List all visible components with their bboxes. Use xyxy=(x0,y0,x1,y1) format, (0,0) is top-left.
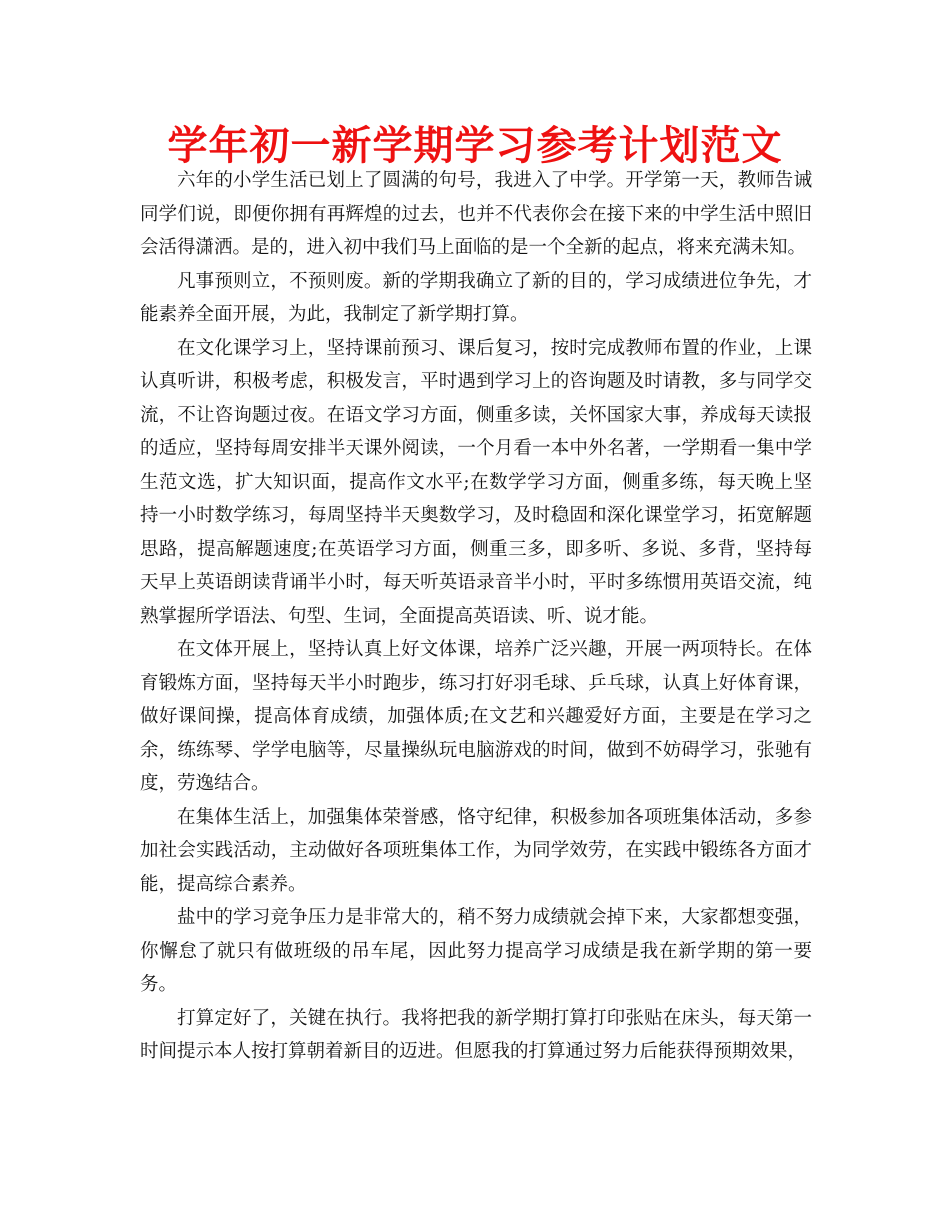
paragraph-6: 盐中的学习竞争压力是非常大的，稍不努力成绩就会掉下来，大家都想变强，你懈怠了就只有做班级的吊车尾，因此努力提高学习成绩是我在新学期的第一要务。 xyxy=(140,907,812,995)
paragraph-5: 在集体生活上，加强集体荣誉感，恪守纪律，积极参加各项班集体活动，多参加社会实践活动，主动做好各项班集体工作，为同学效劳，在实践中锻练各方面才能，提高综合素养。 xyxy=(140,806,812,895)
paragraph-2: 凡事预则立，不预则废。新的学期我确立了新的目的，学习成绩进位争先，才能素养全面开展，为此，我制定了新学期打算。 xyxy=(140,270,812,325)
paragraph-1: 六年的小学生活已划上了圆满的句号，我进入了中学。开学第一天，教师告诫同学们说，即便你拥有再辉煌的过去，也并不代表你会在接下来的中学生活中照旧会活得潇洒。是的，进入初中我们马上面临的是一个全新的起点，将来充满未知。 xyxy=(140,170,812,258)
paragraph-4: 在文体开展上，坚持认真上好文体课，培养广泛兴趣，开展一两项特长。在体育锻炼方面，坚持每天半小时跑步，练习打好羽毛球、乒乓球，认真上好体育课，做好课间操，提高体育成绩，加强体质;在文艺和兴趣爱好方面，主要是在学习之余，练练琴、学学电脑等，尽量操纵玩电脑游戏的时间，做到不妨碍学习，张驰有度，劳逸结合。 xyxy=(140,639,812,794)
paragraph-7: 打算定好了，关键在执行。我将把我的新学期打算打印张贴在床头，每天第一时间提示本人按打算朝着新目的迈进。但愿我的打算通过努力后能获得预期效果， xyxy=(140,1007,812,1062)
document-body xyxy=(140,164,812,1069)
paragraph-3: 在文化课学习上，坚持课前预习、课后复习，按时完成教师布置的作业，上课认真听讲，积极考虑，积极发言，平时遇到学习上的咨询题及时请教，多与同学交流，不让咨询题过夜。在语文学习方面，侧重多读，关怀国家大事，养成每天读报的适应，坚持每周安排半天课外阅读，一个月看一本中外名著，一学期看一集中学生范文选，扩大知识面，提高作文水平;在数学学习方面，侧重多练，每天晚上坚持一小时数学练习，每周坚持半天奥数学习，及时稳固和深化课堂学习，拓宽解题思路，提高解题速度;在英语学习方面，侧重三多，即多听、多说、多背，坚持每天早上英语朗读背诵半小时，每天听英语录音半小时，平时多练惯用英语交流，纯熟掌握所学语法、句型、生词，全面提高英语读、听、说才能。 xyxy=(140,337,812,627)
page-title: 学年初一新学期学习参考计划范文 xyxy=(167,123,783,169)
